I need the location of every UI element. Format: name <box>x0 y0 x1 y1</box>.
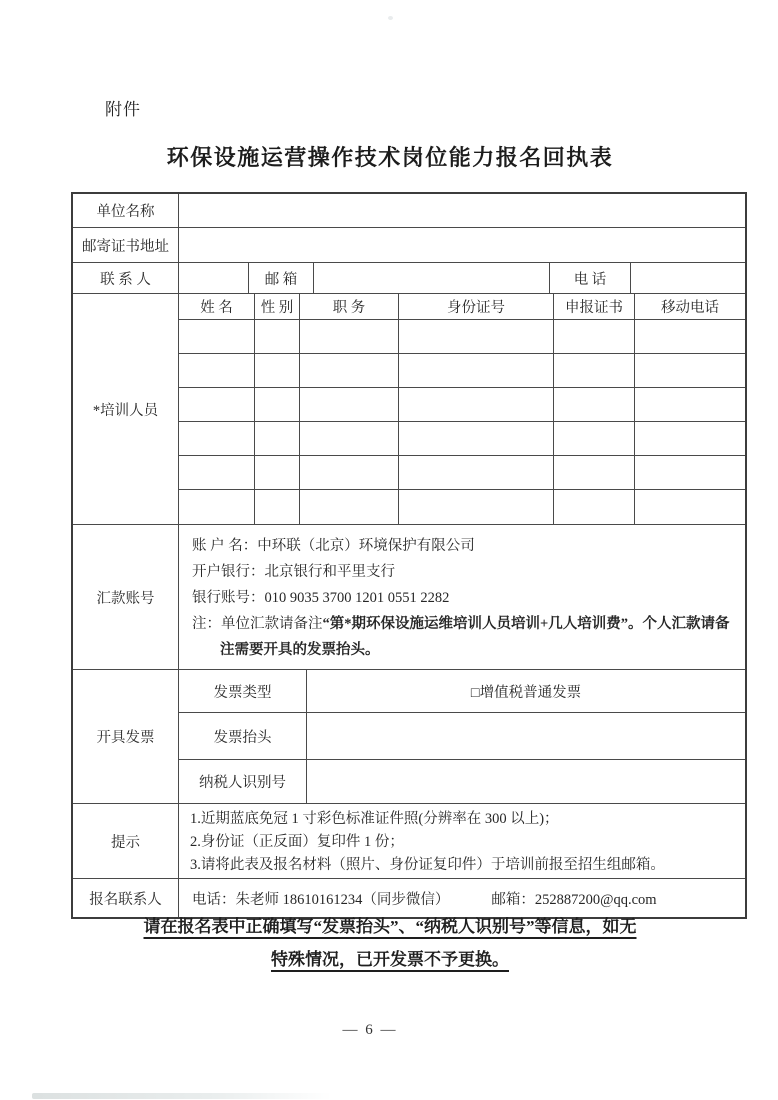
empty-cell <box>255 320 300 353</box>
empty-cell <box>255 422 300 455</box>
empty-cell <box>300 320 399 353</box>
trainee-empty-row <box>179 354 745 388</box>
page-title: 环保设施运营操作技术岗位能力报名回执表 <box>166 145 614 170</box>
empty-cell <box>300 490 399 524</box>
remittance-section <box>73 525 745 670</box>
footer-note <box>60 910 720 976</box>
trainees-section <box>73 294 745 525</box>
empty-cell <box>399 388 554 421</box>
empty-cell <box>300 354 399 387</box>
phone-label: 电 话 <box>550 263 631 293</box>
phone-value <box>631 263 745 293</box>
invoice-type-label: 发票类型 <box>179 670 307 712</box>
col-header-id-number: 身份证号 <box>399 294 554 319</box>
tip-item: 2.身份证（正反面）复印件 1 份； <box>190 834 404 850</box>
remittance-note-suffix: 个人汇款请备注需要开具的发票抬头。 <box>220 616 730 658</box>
remittance-bank: 开户银行：北京银行和平里支行 <box>192 564 395 580</box>
remittance-note-bold: “第*期环保设施运维培训人员培训+几人培训费”。 <box>322 616 643 632</box>
empty-cell <box>179 456 255 489</box>
tip-item: 1.近期蓝底免冠 1 寸彩色标准证件照(分辨率在 300 以上)； <box>190 811 559 827</box>
empty-cell <box>399 354 554 387</box>
empty-cell <box>300 388 399 421</box>
empty-cell <box>554 320 635 353</box>
registration-contact-phone: 电话：朱老师 18610161234（同步微信） <box>192 891 450 908</box>
empty-cell <box>635 320 745 353</box>
empty-cell <box>179 320 255 353</box>
taxpayer-id-label: 纳税人识别号 <box>179 760 307 803</box>
col-header-gender: 性 别 <box>255 294 300 319</box>
registration-contact-label: 报名联系人 <box>73 879 179 917</box>
tips-label: 提示 <box>73 804 179 878</box>
empty-cell <box>179 422 255 455</box>
invoice-label: 开具发票 <box>73 670 179 803</box>
empty-cell <box>554 422 635 455</box>
empty-cell <box>179 490 255 524</box>
empty-cell <box>554 490 635 524</box>
invoice-title-value <box>307 713 745 759</box>
invoice-title-label: 发票抬头 <box>179 713 307 759</box>
empty-cell <box>554 456 635 489</box>
tip-item: 3.请将此表及报名材料（照片、身份证复印件）于培训前报至招生组邮箱。 <box>190 857 665 873</box>
page-number: — 6 — <box>342 1022 398 1038</box>
unit-name-label: 单位名称 <box>73 194 179 227</box>
registration-contact-email: 邮箱：252887200@qq.com <box>491 891 657 908</box>
mail-address-value <box>179 228 745 262</box>
email-label: 邮 箱 <box>249 263 314 293</box>
tips-list <box>179 804 745 878</box>
empty-cell <box>300 456 399 489</box>
empty-cell <box>300 422 399 455</box>
trainees-header-row <box>179 294 745 320</box>
footer-note-line2: 特殊情况，已开发票不予更换。 <box>271 950 509 969</box>
invoice-title-row <box>179 713 745 760</box>
table-row-unit-name <box>73 194 745 228</box>
remittance-account-name: 账 户 名：中环联（北京）环境保护有限公司 <box>192 538 475 554</box>
col-header-mobile: 移动电话 <box>661 300 719 316</box>
mail-address-label: 邮寄证书地址 <box>73 228 179 262</box>
empty-cell <box>179 388 255 421</box>
empty-cell <box>179 354 255 387</box>
remittance-label: 汇款账号 <box>73 525 179 669</box>
remittance-note <box>192 611 731 663</box>
trainees-grid <box>179 294 745 524</box>
attachment-label: 附件 <box>105 100 141 119</box>
trainee-empty-row <box>179 490 745 524</box>
empty-cell <box>399 320 554 353</box>
col-header-name: 姓 名 <box>179 294 255 319</box>
empty-cell <box>554 354 635 387</box>
trainees-label: *培训人员 <box>73 294 179 524</box>
col-header-position: 职 务 <box>300 294 399 319</box>
invoice-section <box>73 670 745 804</box>
invoice-rows <box>179 670 745 803</box>
remittance-account-no: 银行账号：010 9035 3700 1201 0551 2282 <box>192 590 450 606</box>
scan-speck-artifact <box>388 16 393 20</box>
remittance-note-prefix: 注：单位汇款请备注 <box>192 616 323 632</box>
empty-cell <box>255 354 300 387</box>
trainee-empty-row <box>179 320 745 354</box>
contact-value <box>179 263 249 293</box>
unit-name-value <box>179 194 745 227</box>
trainee-empty-row <box>179 388 745 422</box>
email-value <box>314 263 550 293</box>
registration-form-table <box>71 192 747 919</box>
taxpayer-id-value <box>307 760 745 803</box>
footer-note-line1: 请在报名表中正确填写“发票抬头”、“纳税人识别号”等信息，如无 <box>143 917 637 936</box>
empty-cell <box>255 456 300 489</box>
col-header-certificate: 申报证书 <box>554 294 635 319</box>
remittance-details <box>179 525 745 669</box>
empty-cell <box>399 490 554 524</box>
empty-cell <box>635 354 745 387</box>
empty-cell <box>635 490 745 524</box>
trainee-empty-row <box>179 456 745 490</box>
empty-cell <box>255 490 300 524</box>
table-row-contact <box>73 263 745 294</box>
trainee-empty-row <box>179 422 745 456</box>
empty-cell <box>399 422 554 455</box>
invoice-type-row <box>179 670 745 713</box>
empty-cell <box>554 388 635 421</box>
table-row-mail-address <box>73 228 745 263</box>
empty-cell <box>635 456 745 489</box>
taxpayer-id-row <box>179 760 745 803</box>
empty-cell <box>635 388 745 421</box>
invoice-type-value: □增值税普通发票 <box>470 684 582 701</box>
tips-section <box>73 804 745 879</box>
empty-cell <box>399 456 554 489</box>
contact-label: 联 系 人 <box>73 263 179 293</box>
scan-shadow-artifact <box>32 1093 332 1099</box>
empty-cell <box>255 388 300 421</box>
empty-cell <box>635 422 745 455</box>
